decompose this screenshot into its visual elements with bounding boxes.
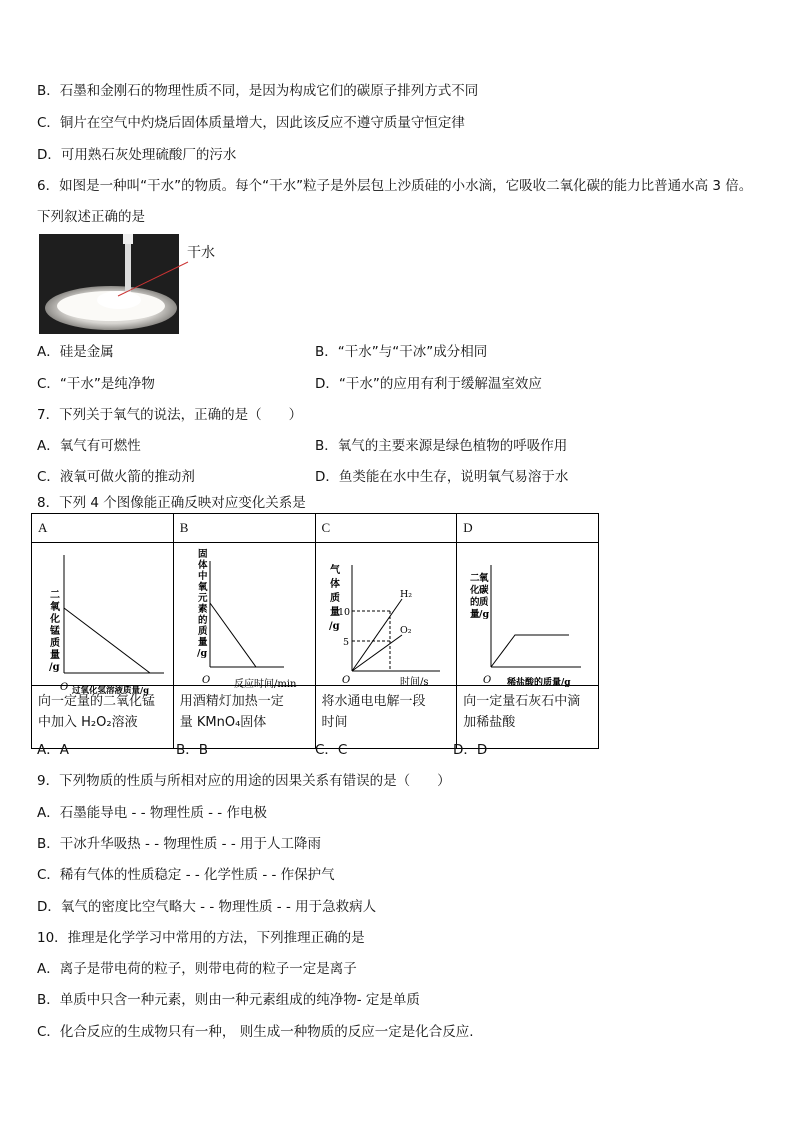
q9-option-d: D．氧气的密度比空气略大 - - 物理性质 - - 用于急救病人 — [37, 899, 377, 915]
q8-graph-c-ylabel-4: /g — [328, 621, 340, 632]
q8-graph-b-ylabel-6: 的 — [197, 615, 208, 626]
q8-graph-d-ylabel-0: 二 — [470, 573, 480, 584]
q6-stem-line2: 下列叙述正确的是 — [37, 209, 145, 225]
q10-stem: 10．推理是化学学习中常用的方法，下列推理正确的是 — [37, 930, 365, 946]
q8-graph-b — [174, 543, 312, 690]
q8-graph-c-ylabel-0: 气 — [329, 565, 340, 576]
q9-stem: 9．下列物质的性质与所相对应的用途的因果关系有错误的是（ ） — [37, 773, 451, 789]
q8-desc-c-line1: 将水通电电解一段 — [321, 694, 426, 709]
q10-option-c: C．化合反应的生成物只有一种， 则生成一种物质的反应一定是化合反应. — [37, 1024, 474, 1040]
q8-graph-c-xlabel: 时间/s — [399, 677, 429, 688]
q8-graph-c-ylabel-3: 量 — [329, 607, 340, 618]
q8-graph-d-ylabel-6: 量 — [470, 609, 480, 620]
q8-graph-a-ylabel-3: 锰 — [50, 626, 60, 637]
q8-header-b: B — [173, 514, 315, 543]
q8-option-a: A．A — [37, 742, 69, 758]
q8-graph-a-ylabel-0: 二 — [50, 590, 60, 601]
q8-graph-a-ylabel-5: 量 — [50, 650, 60, 661]
q8-graph-c-tick-5: 5 — [342, 637, 349, 648]
q8-graph-d-ylabel-7: /g — [479, 609, 490, 620]
q8-desc-b-line1: 用酒精灯加热一定 — [179, 694, 284, 709]
q7-stem: 7．下列关于氧气的说法，正确的是（ ） — [37, 407, 303, 423]
q8-graph-b-cell — [173, 543, 315, 690]
q8-option-c: C．C — [315, 742, 348, 758]
q8-graph-d-xlabel: 稀盐酸的质量/g — [507, 678, 571, 688]
q8-graph-a-xlabel: 过氧化氢溶液质量/g — [72, 686, 150, 696]
q8-graph-b-ylabel-5: 素 — [197, 604, 208, 615]
q8-graph-d-ylabel-3: 碳 — [479, 585, 489, 596]
q8-option-b: B．B — [176, 742, 209, 758]
q8-graph-d-ylabel-4: 的 — [470, 597, 480, 608]
q8-header-c: C — [315, 514, 457, 543]
q8-graph-b-ylabel-1: 体 — [197, 560, 208, 571]
q8-desc-d — [457, 686, 599, 749]
q8-graph-d-ylabel-1: 氧 — [479, 573, 489, 584]
q8-graph-d — [457, 543, 598, 688]
q8-graph-b-ylabel-7: 质 — [197, 626, 208, 637]
q5-option-d: D．可用熟石灰处理硫酸厂的污水 — [37, 147, 237, 163]
q8-graph-b-ylabel-8: 量 — [197, 637, 208, 648]
q9-option-b: B．干冰升华吸热 - - 物理性质 - - 用于人工降雨 — [37, 836, 321, 852]
q8-graph-c-tick-10: 10 — [337, 607, 350, 618]
q9-option-a: A．石墨能导电 - - 物理性质 - - 作电极 — [37, 805, 267, 821]
dry-water-label: 干水 — [187, 245, 215, 261]
q8-graph-b-xlabel: 反应时间/min — [233, 679, 297, 690]
q8-graph-table — [31, 513, 599, 749]
q8-graph-b-ylabel-4: 元 — [197, 593, 208, 604]
q8-graph-a-ylabel-4: 质 — [50, 638, 60, 649]
q9-option-c: C．稀有气体的性质稳定 - - 化学性质 - - 作保护气 — [37, 867, 335, 883]
q5-option-c: C．铜片在空气中灼烧后固体质量增大，因此该反应不遵守质量守恒定律 — [37, 115, 465, 131]
q8-graph-c-ylabel-1: 体 — [329, 579, 340, 590]
q6-option-a: A．硅是金属 — [37, 344, 114, 360]
q8-graph-c-ylabel-2: 质 — [329, 593, 340, 604]
q7-option-b: B．氧气的主要来源是绿色植物的呼吸作用 — [315, 438, 568, 454]
q8-graph-d-origin: O — [483, 675, 492, 686]
q8-graph-c-origin: O — [341, 675, 350, 686]
q8-desc-c — [315, 686, 457, 749]
q8-stem: 8．下列 4 个图像能正确反映对应变化关系是 — [37, 495, 306, 511]
q8-graph-a-cell — [32, 543, 174, 696]
q8-graph-b-ylabel-2: 中 — [197, 571, 208, 582]
q8-desc-c-line2: 时间 — [321, 715, 348, 730]
q8-graph-a-ylabel-6: /g — [49, 662, 60, 673]
q10-option-a: A．离子是带电荷的粒子，则带电荷的粒子一定是离子 — [37, 961, 357, 977]
q8-desc-b — [173, 686, 315, 749]
q8-graph-a-ylabel-2: 化 — [50, 614, 60, 625]
q8-graph-d-ylabel-2: 化 — [470, 585, 480, 596]
q8-header-a: A — [32, 514, 174, 543]
q7-option-d: D．鱼类能在水中生存，说明氧气易溶于水 — [315, 469, 569, 485]
q8-graph-c-series-h2: H₂ — [399, 589, 412, 600]
q8-graph-c-cell — [315, 543, 457, 686]
q8-desc-a-line2: 中加入 H₂O₂溶液 — [38, 715, 138, 730]
q8-graph-d-cell — [457, 543, 599, 686]
q6-option-d: D．“干水”的应用有利于缓解温室效应 — [315, 376, 542, 392]
q5-option-b: B．石墨和金刚石的物理性质不同，是因为构成它们的碳原子排列方式不同 — [37, 83, 479, 99]
q8-graph-b-ylabel-9: /g — [196, 648, 207, 659]
q8-graph-c-series-o2: O₂ — [399, 625, 412, 636]
q8-desc-d-line1: 向一定量石灰石中滴 — [463, 694, 581, 709]
q8-graph-b-origin: O — [201, 675, 210, 686]
q6-option-c: C．“干水”是纯净物 — [37, 376, 155, 392]
q8-graph-a — [32, 543, 173, 696]
q8-graph-d-ylabel-5: 质 — [479, 597, 489, 608]
q7-option-a: A．氧气有可燃性 — [37, 438, 141, 454]
q6-stem-line1: 6．如图是一种叫“干水”的物质。每个“干水”粒子是外层包上沙质硅的小水滴，它吸收二氧化碳的能力比普通水高 3 倍。 — [37, 178, 753, 194]
q8-graph-a-ylabel-1: 氧 — [50, 602, 60, 613]
q6-option-b: B．“干水”与“干冰”成分相同 — [315, 344, 488, 360]
q8-desc-a-line1: 向一定量的二氧化锰 — [38, 694, 156, 709]
q8-desc-b-line2: 量 KMnO₄固体 — [179, 715, 267, 730]
q8-graph-b-ylabel-3: 氧 — [197, 582, 208, 593]
q8-header-d: D — [457, 514, 599, 543]
q10-option-b: B．单质中只含一种元素，则由一种元素组成的纯净物- 定是单质 — [37, 992, 420, 1008]
q8-option-d: D．D — [453, 742, 488, 758]
q8-graph-c — [316, 543, 455, 688]
q8-graph-b-ylabel-0: 固 — [197, 549, 208, 560]
q8-desc-d-line2: 加稀盐酸 — [463, 715, 516, 730]
q8-graph-a-origin: O — [60, 682, 69, 693]
q7-option-c: C．液氧可做火箭的推动剂 — [37, 469, 195, 485]
